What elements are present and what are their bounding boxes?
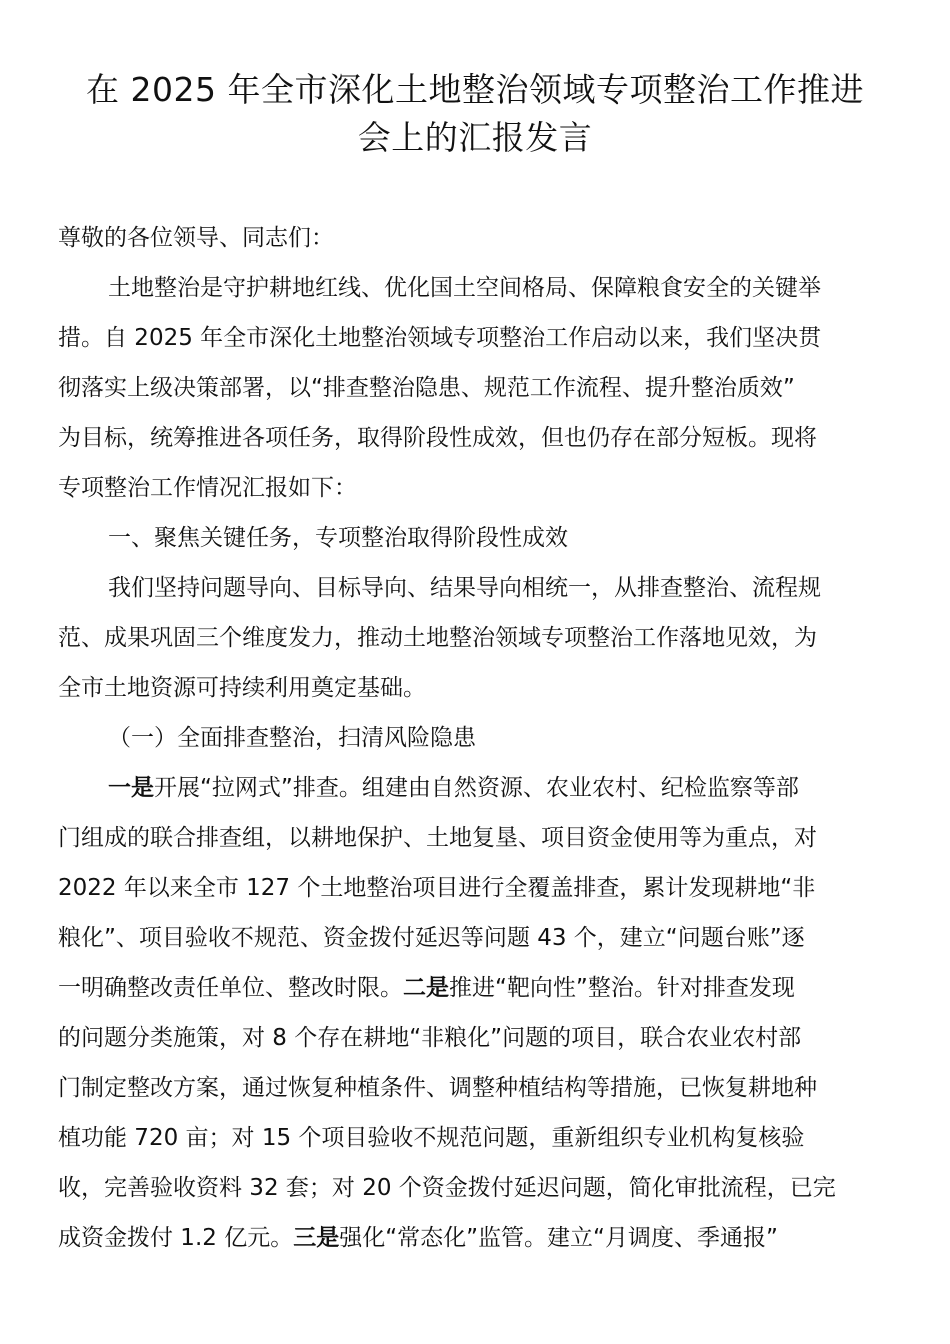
intro-line: 专项整治工作情况汇报如下： [58, 475, 357, 501]
body-line: 的问题分类施策，对 8 个存在耕地“非粮化”问题的项目，联合农业农村部 [58, 1025, 802, 1051]
section-1-paragraph-line: 我们坚持问题导向、目标导向、结果导向相统一，从排查整治、流程规 [108, 575, 821, 601]
intro-line: 彻落实上级决策部署，以“排查整治隐患、规范工作流程、提升整治质效” [58, 375, 795, 401]
point-1-label: 一是 [108, 775, 154, 801]
document-title-line-1: 在 2025 年全市深化土地整治领域专项整治工作推进 [86, 70, 864, 109]
salutation: 尊敬的各位领导、同志们： [58, 225, 334, 251]
body-text: 推进“靶向性”整治。针对排查发现 [449, 975, 795, 1001]
body-text: 开展“拉网式”排查。组建由自然资源、农业农村、纪检监察等部 [154, 775, 799, 801]
section-1-paragraph-line: 全市土地资源可持续利用奠定基础。 [58, 675, 426, 701]
body-line: 粮化”、项目验收不规范、资金拨付延迟等问题 43 个，建立“问题台账”逐 [58, 925, 805, 951]
body-text: 一明确整改责任单位、整改时限。 [58, 975, 403, 1001]
intro-line: 为目标，统筹推进各项任务，取得阶段性成效，但也仍存在部分短板。现将 [58, 425, 817, 451]
body-line: 植功能 720 亩；对 15 个项目验收不规范问题，重新组织专业机构复核验 [58, 1125, 805, 1151]
body-line [58, 1222, 778, 1254]
body-line: 2022 年以来全市 127 个土地整治项目进行全覆盖排查，累计发现耕地“非 [58, 875, 816, 901]
subsection-1-heading: （一）全面排查整治，扫清风险隐患 [108, 725, 476, 751]
point-2-label: 二是 [403, 975, 449, 1001]
body-text: 成资金拨付 1.2 亿元。 [58, 1225, 294, 1251]
body-line [108, 772, 799, 804]
section-1-paragraph-line: 范、成果巩固三个维度发力，推动土地整治领域专项整治工作落地见效，为 [58, 625, 817, 651]
document-title-line-2: 会上的汇报发言 [357, 118, 593, 157]
point-3-label: 三是 [293, 1225, 340, 1251]
body-line: 收，完善验收资料 32 套；对 20 个资金拨付延迟问题，简化审批流程，已完 [58, 1175, 836, 1201]
intro-line: 土地整治是守护耕地红线、优化国土空间格局、保障粮食安全的关键举 [108, 275, 821, 301]
body-text: 强化“常态化”监管。建立“月调度、季通报” [339, 1225, 778, 1251]
body-line [58, 972, 795, 1004]
section-1-heading: 一、聚焦关键任务，专项整治取得阶段性成效 [108, 525, 568, 551]
intro-line: 措。自 2025 年全市深化土地整治领域专项整治工作启动以来，我们坚决贯 [58, 325, 822, 351]
body-line: 门组成的联合排查组，以耕地保护、土地复垦、项目资金使用等为重点，对 [58, 825, 817, 851]
body-line: 门制定整改方案，通过恢复种植条件、调整种植结构等措施，已恢复耕地种 [58, 1075, 817, 1101]
